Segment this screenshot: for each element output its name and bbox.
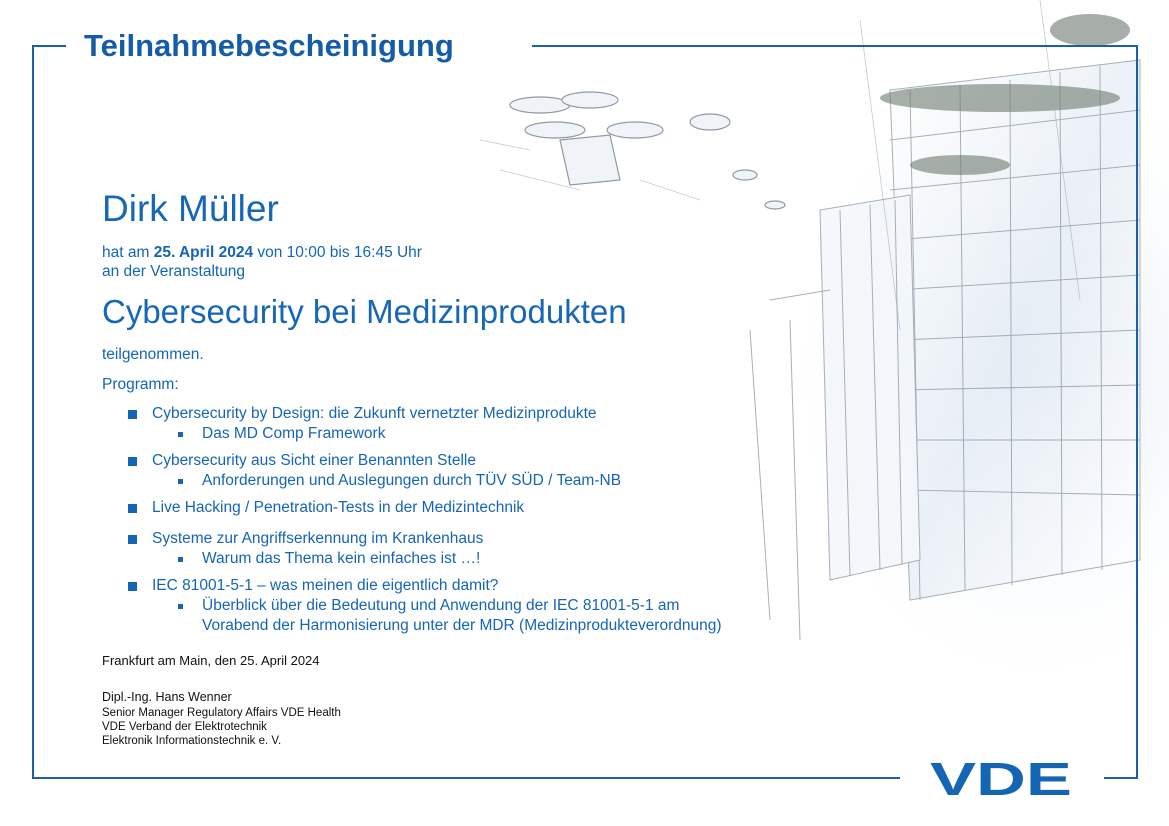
program-item-title: Cybersecurity by Design: die Zukunft vernetzter Medizinprodukte [152,405,597,422]
program-item-title: IEC 81001-5-1 – was meinen die eigentlich damit? [152,577,499,594]
program-item [128,498,828,518]
intro-line [102,244,422,262]
program-item-title: Cybersecurity aus Sicht einer Benannten Stelle [152,452,476,469]
frame-left [32,45,34,779]
program-subitem: Anforderungen und Auslegungen durch TÜV SÜD / Team-NB [202,472,622,489]
bullet-small-icon [178,479,183,484]
bullet-square-icon [128,582,137,591]
vde-logo [928,759,1074,799]
program-item-title: Live Hacking / Penetration-Tests in der Medizintechnik [152,499,525,516]
signatory-org-2: Elektronik Informationstechnik e. V. [102,735,282,747]
program-subitem: Warum das Thema kein einfaches ist …! [202,550,481,567]
participated-text: teilgenommen. [102,346,204,363]
event-title: Cybersecurity bei Medizinprodukten [102,293,627,330]
bullet-small-icon [178,604,183,609]
program-item [128,576,828,636]
participant-name: Dirk Müller [102,188,279,229]
frame-top-right [532,45,1138,47]
frame-bottom-right [1104,777,1138,779]
program-subitem: Das MD Comp Framework [202,425,386,442]
program-item-title: Systeme zur Angriffserkennung im Krankenhaus [152,530,484,547]
frame-bottom-left [32,777,900,779]
intro-date: 25. April 2024 [153,244,254,261]
program-item [128,529,828,569]
signatory-role: Senior Manager Regulatory Affairs VDE Health [102,707,341,719]
program-item [128,404,828,444]
intro-suffix: von 10:00 bis 16:45 Uhr [253,244,422,261]
bullet-square-icon [128,410,137,419]
place-date: Frankfurt am Main, den 25. April 2024 [102,653,320,668]
frame-top-left [32,45,66,47]
bullet-square-icon [128,504,137,513]
frame-right [1136,45,1138,779]
program-subitem: Überblick über die Bedeutung und Anwendung der IEC 81001-5-1 am [202,597,680,614]
program-list [128,404,828,643]
program-item [128,451,828,491]
signatory-name: Dipl.-Ing. Hans Wenner [102,690,232,704]
intro-line-2: an der Veranstaltung [102,263,246,280]
intro-prefix: hat am [102,244,154,261]
bullet-small-icon [178,432,183,437]
certificate-title: Teilnahmebescheinigung [80,28,458,64]
bullet-small-icon [178,557,183,562]
program-label: Programm: [102,376,179,393]
bullet-square-icon [128,535,137,544]
program-subitem-continued: Vorabend der Harmonisierung unter der MDR (Medizinprodukteverordnung) [202,617,722,634]
signatory-org-1: VDE Verband der Elektrotechnik [102,721,267,733]
vde-logo-text: VDE [930,759,1072,799]
bullet-square-icon [128,457,137,466]
